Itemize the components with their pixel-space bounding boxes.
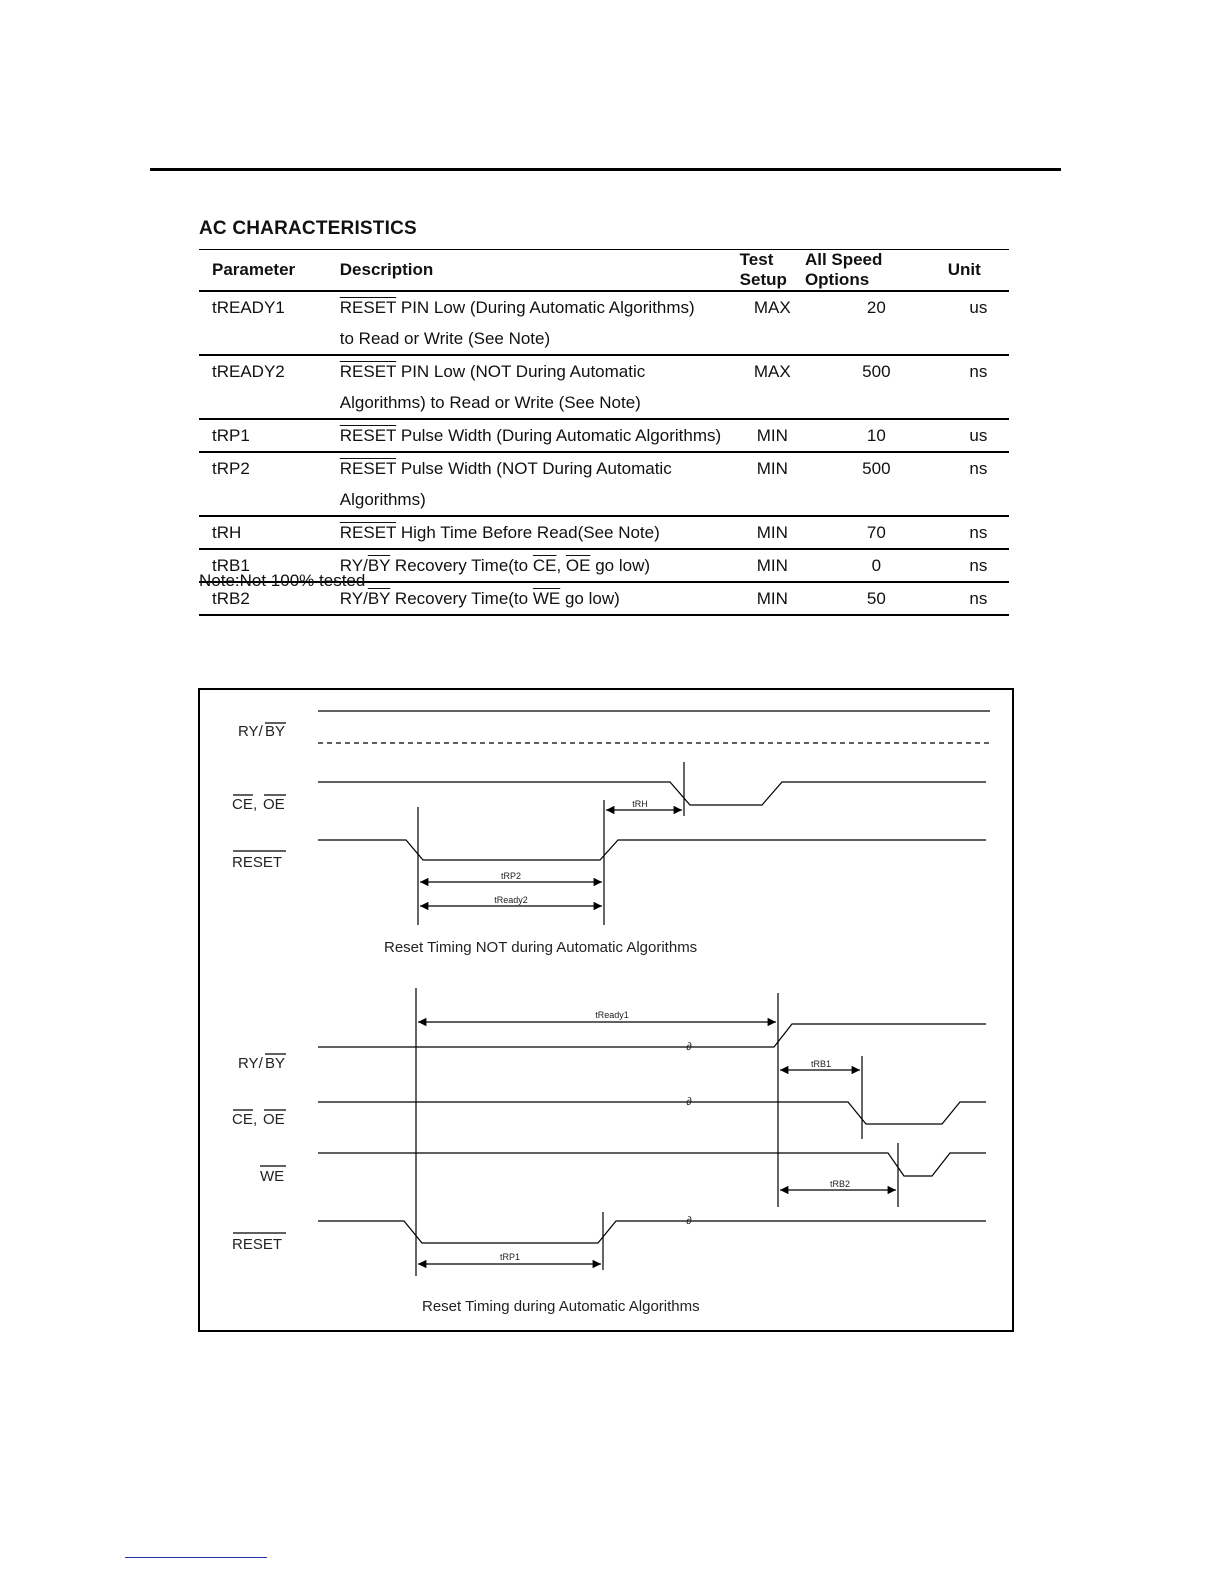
bottom-link-underline[interactable] (125, 1557, 267, 1558)
desc-text: Pulse Width (NOT During Automatic Algorithms) (339, 459, 672, 509)
desc-text: High Time Before Read(See Note) (396, 523, 660, 542)
desc-line2: to Read or Write (See Note) (339, 329, 551, 348)
cell-description (340, 582, 740, 615)
table-row (199, 419, 1009, 452)
overbar-text: RESET (339, 362, 397, 381)
header-parameter: Parameter (199, 250, 340, 292)
header-description: Description (340, 250, 740, 292)
cell-unit: ns (948, 549, 1009, 582)
desc-text: RY/ (339, 556, 368, 575)
cell-unit: ns (948, 452, 1009, 516)
table-note: Note:Not 100% tested (199, 571, 366, 590)
cell-param: tRB1 (199, 549, 340, 582)
overbar-text: $\overline{OE}$ (565, 556, 591, 575)
cell-value: 10 (805, 419, 948, 452)
cell-value: 0 (805, 549, 948, 582)
cell-description (340, 516, 740, 549)
cell-param: tREADY2 (199, 355, 340, 419)
caption-not-automatic: Reset Timing NOT during Automatic Algorithms (384, 939, 698, 956)
desc-text: Pulse Width (During Automatic Algorithms) (396, 426, 722, 445)
desc-line2: Algorithms) to Read or Write (See Note) (339, 393, 641, 412)
cell-test: MIN (740, 419, 805, 452)
timing-label-trp1: tRP1 (499, 1252, 521, 1262)
cell-description (340, 291, 740, 355)
table-row (199, 291, 1009, 355)
overbar-text: RESET (339, 459, 397, 478)
cell-description (340, 452, 740, 516)
ac-characteristics-table (199, 249, 1009, 616)
cell-test: MIN (740, 582, 805, 615)
table-header-row (199, 250, 1009, 292)
table-row (199, 452, 1009, 516)
cell-param: tRH (199, 516, 340, 549)
signal-label-ry: RY/ (238, 1055, 263, 1072)
timing-label-tready2: tReady2 (494, 895, 528, 905)
timing-label-trh: tRH (632, 799, 648, 809)
cell-description (340, 355, 740, 419)
cell-test: MIN (740, 549, 805, 582)
desc-text: Recovery Time(to (390, 589, 533, 608)
cell-test: MIN (740, 516, 805, 549)
overbar-text: $\overline{CE}$ (532, 556, 557, 575)
table-row (199, 516, 1009, 549)
timing-diagram-svg (200, 690, 1012, 1330)
cell-param: tRP2 (199, 452, 340, 516)
cell-test: MIN (740, 452, 805, 516)
overbar-text: RESET (339, 523, 397, 542)
signal-label-by: BY (265, 1055, 286, 1072)
cell-param: tREADY1 (199, 291, 340, 355)
signal-label-ce: CE (232, 796, 253, 813)
cell-value: 500 (805, 452, 948, 516)
cell-value: 500 (805, 355, 948, 419)
timing-label-trb1: tRB1 (810, 1059, 832, 1069)
cell-unit: ns (948, 582, 1009, 615)
ce-oe-waveform-2 (318, 1102, 986, 1124)
signal-label-ce: CE (232, 1111, 253, 1128)
signal-label-comma: , (253, 1111, 258, 1128)
signal-label-by: BY (265, 723, 286, 740)
section-title: AC CHARACTERISTICS (199, 218, 417, 239)
desc-text: RY/ (339, 589, 368, 608)
cell-description (340, 419, 740, 452)
overbar-text: $\overline{WE}$ (532, 589, 561, 608)
cell-description (340, 549, 740, 582)
table-row (199, 355, 1009, 419)
caption-automatic: Reset Timing during Automatic Algorithms (422, 1298, 700, 1315)
break-mark: ∂ (686, 1041, 692, 1053)
desc-text: go low) (590, 556, 651, 575)
break-mark: ∂ (686, 1096, 692, 1108)
timing-diagram (198, 688, 1014, 1332)
signal-label-reset: RESET (232, 854, 283, 871)
desc-text: , (556, 556, 566, 575)
cell-value: 20 (805, 291, 948, 355)
we-waveform (318, 1153, 986, 1176)
cell-param: tRP1 (199, 419, 340, 452)
cell-test: MAX (740, 291, 805, 355)
header-speed-options: All Speed Options (805, 250, 948, 292)
header-unit: Unit (948, 250, 1009, 292)
overbar-text: RESET (339, 426, 397, 445)
cell-test: MAX (740, 355, 805, 419)
timing-label-trb2: tRB2 (829, 1179, 851, 1189)
signal-label-we: WE (260, 1168, 285, 1185)
cell-param: tRB2 (199, 582, 340, 615)
cell-value: 70 (805, 516, 948, 549)
cell-value: 50 (805, 582, 948, 615)
overbar-text: $\overline{BY}$ (367, 589, 391, 608)
cell-unit: ns (948, 516, 1009, 549)
desc-text: Recovery Time(to (390, 556, 533, 575)
overbar-text: RESET (339, 298, 397, 317)
signal-label-ry: RY/ (238, 723, 263, 740)
header-test-setup: Test Setup (740, 250, 805, 292)
ce-oe-waveform-1 (318, 782, 986, 805)
desc-text: PIN Low (During Automatic Algorithms) (396, 298, 695, 317)
desc-text: PIN Low (NOT During Automatic (396, 362, 646, 381)
reset-waveform-2 (318, 1221, 986, 1243)
top-rule (150, 168, 1061, 171)
signal-label-comma: , (253, 796, 258, 813)
break-mark: ∂ (686, 1215, 692, 1227)
overbar-text: $\overline{BY}$ (367, 556, 391, 575)
cell-unit: us (948, 291, 1009, 355)
signal-label-oe: OE (263, 1111, 285, 1128)
signal-label-reset: RESET (232, 1236, 283, 1253)
cell-unit: ns (948, 355, 1009, 419)
timing-label-tready1: tReady1 (595, 1010, 629, 1020)
cell-unit: us (948, 419, 1009, 452)
signal-label-oe: OE (263, 796, 285, 813)
timing-label-trp2: tRP2 (500, 871, 522, 881)
desc-text: go low) (560, 589, 620, 608)
ry-by-waveform-2 (318, 1024, 986, 1047)
